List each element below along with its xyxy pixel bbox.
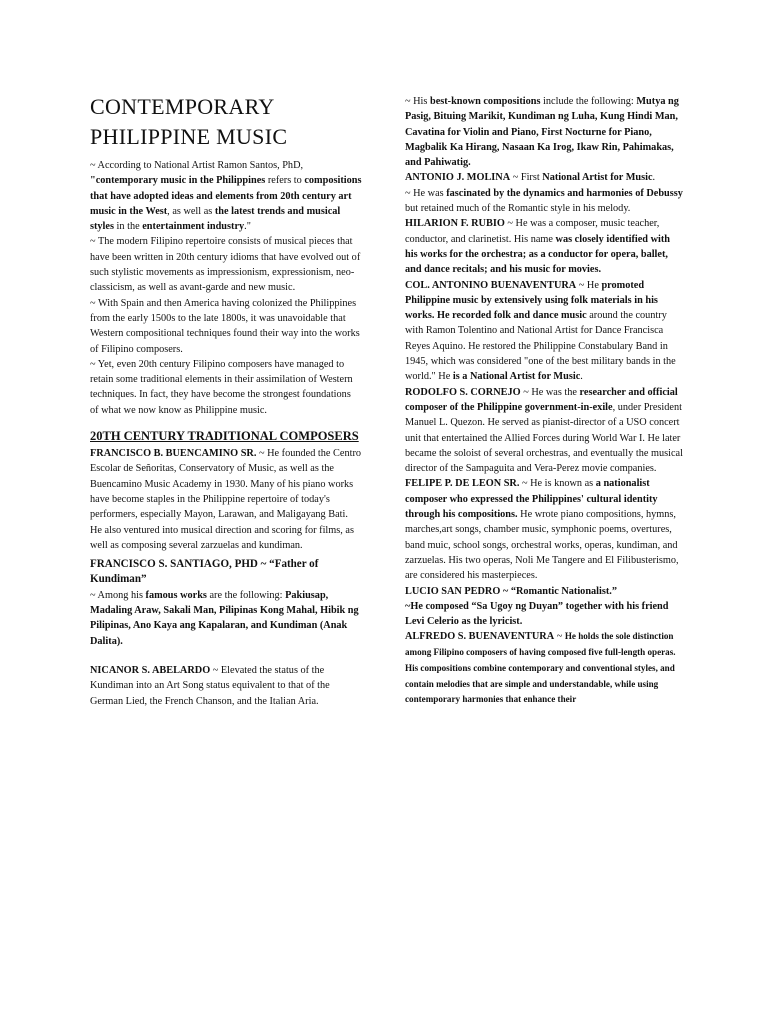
modern-repertoire-paragraph: ~ The modern Filipino repertoire consists of musical pieces that have been written in 20th century idioms that have evolved out of such stylistic movements as impressionism, expressionism, neo-classicism, as well as avant-garde and new music. <box>90 236 361 294</box>
colonization-paragraph: ~ With Spain and then America having colonized the Philippines from the early 1500s to the late 1800s, it was unavoidable that Western compositional techniques found their way into the works of Filipino composers. <box>90 297 360 355</box>
document-title: CONTEMPORARY PHILIPPINE MUSIC <box>90 94 288 149</box>
left-column <box>90 92 362 709</box>
de-leon-entry: FELIPE P. DE LEON SR. ~ He is known as a nationalist composer who expressed the Philippines' cultural identity through his compositions. He wrote piano compositions, hymns, marches,art songs, chamber music, symphonic poems, overtures, band muic, school songs, orchestral works, operas, kundiman, and zarzuelas. His two operas, Noli Me Tangere and El Filibusterismo, are considered his masterpieces. <box>405 478 679 582</box>
alfredo-buenaventura-entry: ALFREDO S. BUENAVENTURA ~ He holds the sole distinction among Filipino composers of having composed five full-length operas. His compositions combine contemporary and conventional styles, and contain melodies that are simple and understandable, while using contemporary harmonies that enhance their <box>405 631 676 706</box>
san-pedro-entry: LUCIO SAN PEDRO ~ “Romantic Nationalist.” ~He composed “Sa Ugoy ng Duyan” together with his friend Levi Celerio as the lyricist. <box>405 585 669 628</box>
cornejo-entry: RODOLFO S. CORNEJO ~ He was the researcher and official composer of the Philippine government-in-exile, under President Manuel L. Quezon. He served as pianist-director of a USO concert unit that entertained the Allied Forces during World War I. He later became the soloist of several orchestras, and eventually the musical director of the Sampaguita and Vera-Perez movie companies. <box>405 386 683 475</box>
santiago-entry: FRANCISCO S. SANTIAGO, PHD ~ “Father of Kundiman” ~ Among his famous works are the following: Pakiusap, Madaling Araw, Sakali Man, Pilipinas Kong Mahal, Hibik ng Pilipinas, Ano Kaya ang Kapalaran, and Kundiman (Anak Dalita). <box>90 558 359 647</box>
right-column <box>405 94 685 708</box>
buencamino-entry: FRANCISCO B. BUENCAMINO SR. ~ He founded the Centro Escolar de Señoritas, Conservatory of Music, as well as the Buencamino Music Academy in 1930. Many of his piano works have become staples in the Philippine repertoire of today's performers, especially Mayon, Larawan, and Maligayang Bati. He also ventured into musical direction and scoring for films, as well as composing several zarzuelas and kundiman. <box>90 448 362 551</box>
intro-paragraph: ~ According to National Artist Ramon Santos, PhD, "contemporary music in the Philippines refers to compositions that have adopted ideas and elements from 20th century art music in the West, as well as the latest trends and musical styles in the entertainment industry." <box>90 160 362 233</box>
abelardo-entry: NICANOR S. ABELARDO ~ Elevated the status of the Kundiman into an Art Song status equivalent to that of the German Lied, the French Chanson, and the Italian Aria. <box>90 664 330 707</box>
section-heading: 20TH CENTURY TRADITIONAL COMPOSERS <box>90 429 359 444</box>
molina-entry: ANTONIO J. MOLINA ~ First National Artist for Music. ~ He was fascinated by the dynamics and harmonies of Debussy but retained much of the Romantic style in his melody. <box>405 172 683 215</box>
traditional-elements-paragraph: ~ Yet, even 20th century Filipino composers have managed to retain some traditional elements in their assimilation of Western techniques. In fact, they have become the strongest foundations of what we now know as Philippine music. <box>90 358 353 416</box>
abelardo-works-paragraph: ~ His best-known compositions include the following: Mutya ng Pasig, Bituing Marikit, Kundiman ng Luha, Kung Hindi Man, Cavatina for Violin and Piano, First Nocturne for Piano, Magbalik Ka Hirang, Nasaan Ka Irog, Ikaw Rin, Pahimakas, and Pahiwatig. <box>405 96 679 169</box>
antonino-buenaventura-entry: COL. ANTONINO BUENAVENTURA ~ He promoted Philippine music by extensively using folk materials in his works. He recorded folk and dance music around the country with Ramon Tolentino and National Artist for Dance Francisca Reyes Aquino. He restored the Philippine Constabulary Band in 1945, which was considered "one of the best military bands in the world." He is a National Artist for Music. <box>405 279 676 383</box>
rubio-entry: HILARION F. RUBIO ~ He was a composer, music teacher, conductor, and clarinetist. His name was closely identified with his works for the orchestra; as a conductor for opera, ballet, and dance recitals; and his music for movies. <box>405 218 671 276</box>
